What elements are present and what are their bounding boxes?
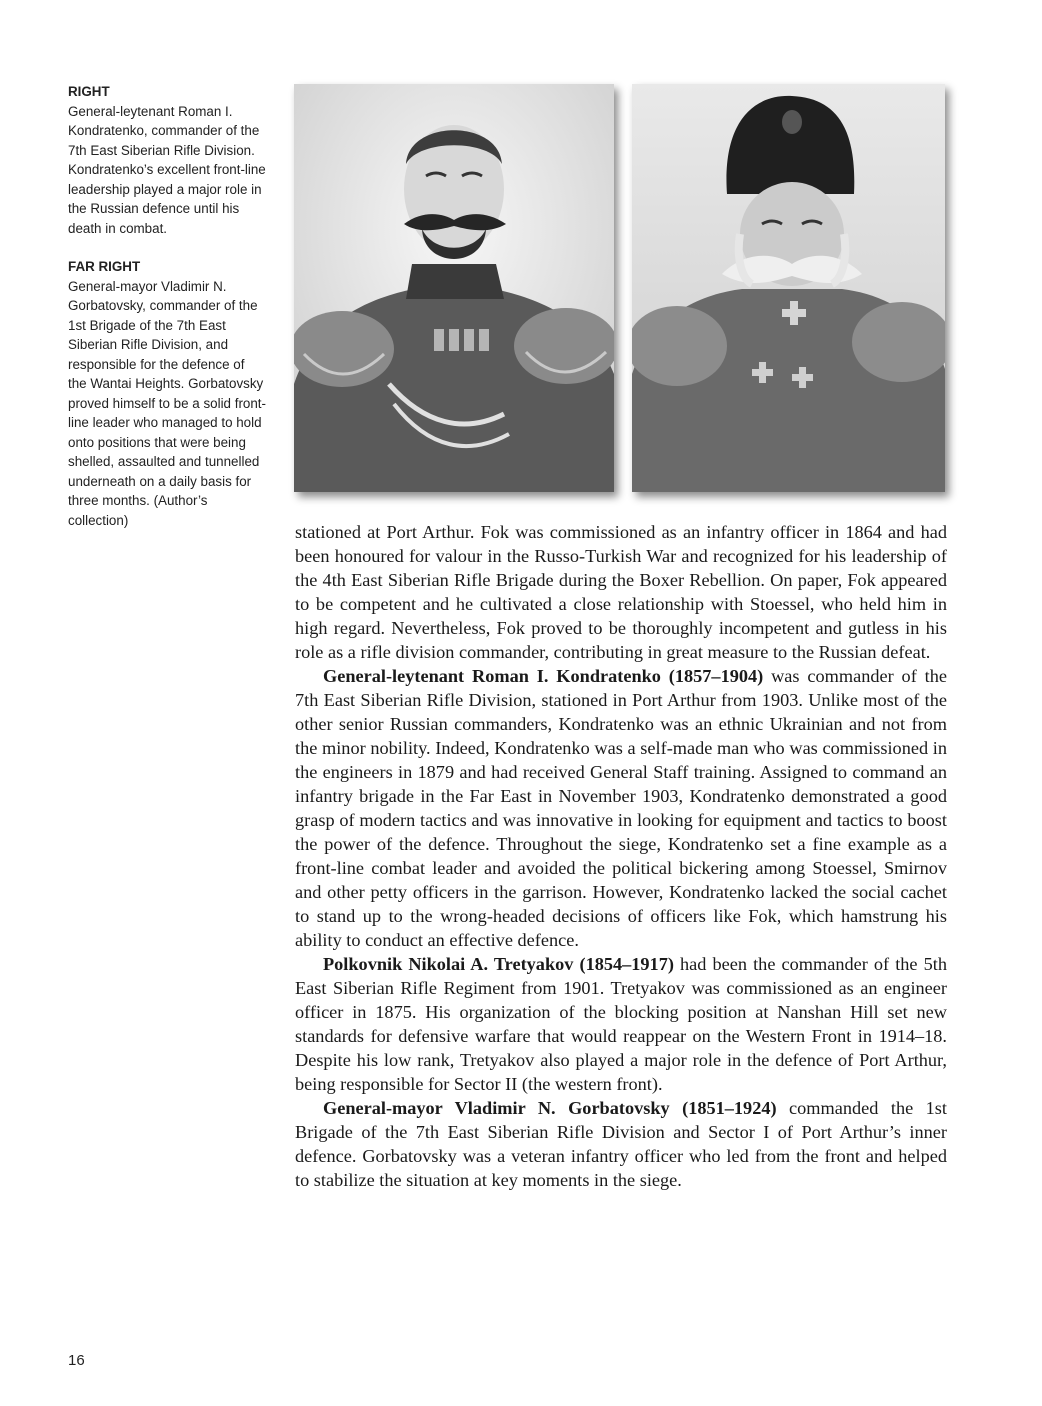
paragraph-text: was commander of the 7th East Siberian Rifle Division, stationed in Port Arthur from 1903. Unlike most of the other senior Russian commanders, Kondratenko was an ethnic Ukrainian and not from the minor nobility. Indeed, Kondratenko was a self-made man who was commissioned in the engineers in 1879 and had received General Staff training. Assigned to command an infantry brigade in the Far East in November 1903, Kondratenko demonstrated a good grasp of modern tactics and was innovative in looking for equipment and tactics to boost the power of the defence. Throughout the siege, Kondratenko set a fine example as a front-line combat leader and avoided the political bickering among Stoessel, Smirnov and other petty officers in the garrison. However, Kondratenko lacked the social cachet to stand up to the wrong-headed decisions of officers like Fok, which hamstrung his ability to conduct an effective defence. — [295, 666, 947, 950]
caption-title: RIGHT — [68, 84, 110, 99]
paragraph-lead: General-leytenant Roman I. Kondratenko (1857–1904) — [323, 666, 764, 686]
paragraph-text: stationed at Port Arthur. Fok was commissioned as an infantry officer in 1864 and had been honoured for valour in the Russo-Turkish War and recognized for his leadership of the 4th East Siberian Rifle Brigade during the Boxer Rebellion. On paper, Fok appeared to be competent and he cultivated a close relationship with Stoessel, who held him in high regard. Nevertheless, Fok proved to be thoroughly incompetent and gutless in his role as a rifle division commander, contributing in great measure to the Russian defeat. — [295, 522, 947, 662]
paragraph-gorbatovsky — [295, 1096, 947, 1192]
paragraph-tretyakov — [295, 952, 947, 1096]
kondratenko-portrait-drawing — [294, 84, 614, 492]
paragraph-text: commanded the 1st Brigade of the 7th East Siberian Rifle Division and Sector I of Port Arthur’s inner defence. Gorbatovsky was a veteran infantry officer who led from the front and helped to stabilize the situation at key moments in the siege. — [295, 1098, 947, 1190]
caption-right — [68, 82, 266, 238]
paragraph-lead: General-mayor Vladimir N. Gorbatovsky (1851–1924) — [323, 1098, 777, 1118]
article-body — [295, 520, 947, 1192]
gorbatovsky-portrait — [632, 84, 945, 492]
caption-title: FAR RIGHT — [68, 259, 141, 274]
caption-far-right — [68, 257, 266, 530]
paragraph-kondratenko — [295, 664, 947, 952]
paragraph-text: had been the commander of the 5th East Siberian Rifle Regiment from 1901. Tretyakov was commissioned as an engineer officer in 1875. His organization of the blocking position at Nanshan Hill set new standards for defensive warfare that would reappear on the Western Front in 1914–18. Despite his low rank, Tretyakov also played a major role in the defence of Port Arthur, being responsible for Sector II (the western front). — [295, 954, 947, 1094]
kondratenko-portrait — [294, 84, 614, 492]
paragraph-fok — [295, 520, 947, 664]
caption-text: General-leytenant Roman I. Kondratenko, commander of the 7th East Siberian Rifle Division. Kondratenko’s excellent front-line leadership played a major role in the Russian defence until his death in combat. — [68, 103, 266, 236]
caption-text: General-mayor Vladimir N. Gorbatovsky, commander of the 1st Brigade of the 7th East Siberian Rifle Division, and responsible for the defence of the Wantai Heights. Gorbatovsky proved himself to be a solid front-line leader who managed to hold onto positions that were being shelled, assaulted and tunnelled underneath on a daily basis for three months. (Author’s collection) — [68, 278, 266, 528]
gorbatovsky-portrait-drawing — [632, 84, 945, 492]
caption-sidebar — [68, 82, 266, 530]
paragraph-lead: Polkovnik Nikolai A. Tretyakov (1854–1917) — [323, 954, 674, 974]
page-number: 16 — [68, 1352, 85, 1369]
